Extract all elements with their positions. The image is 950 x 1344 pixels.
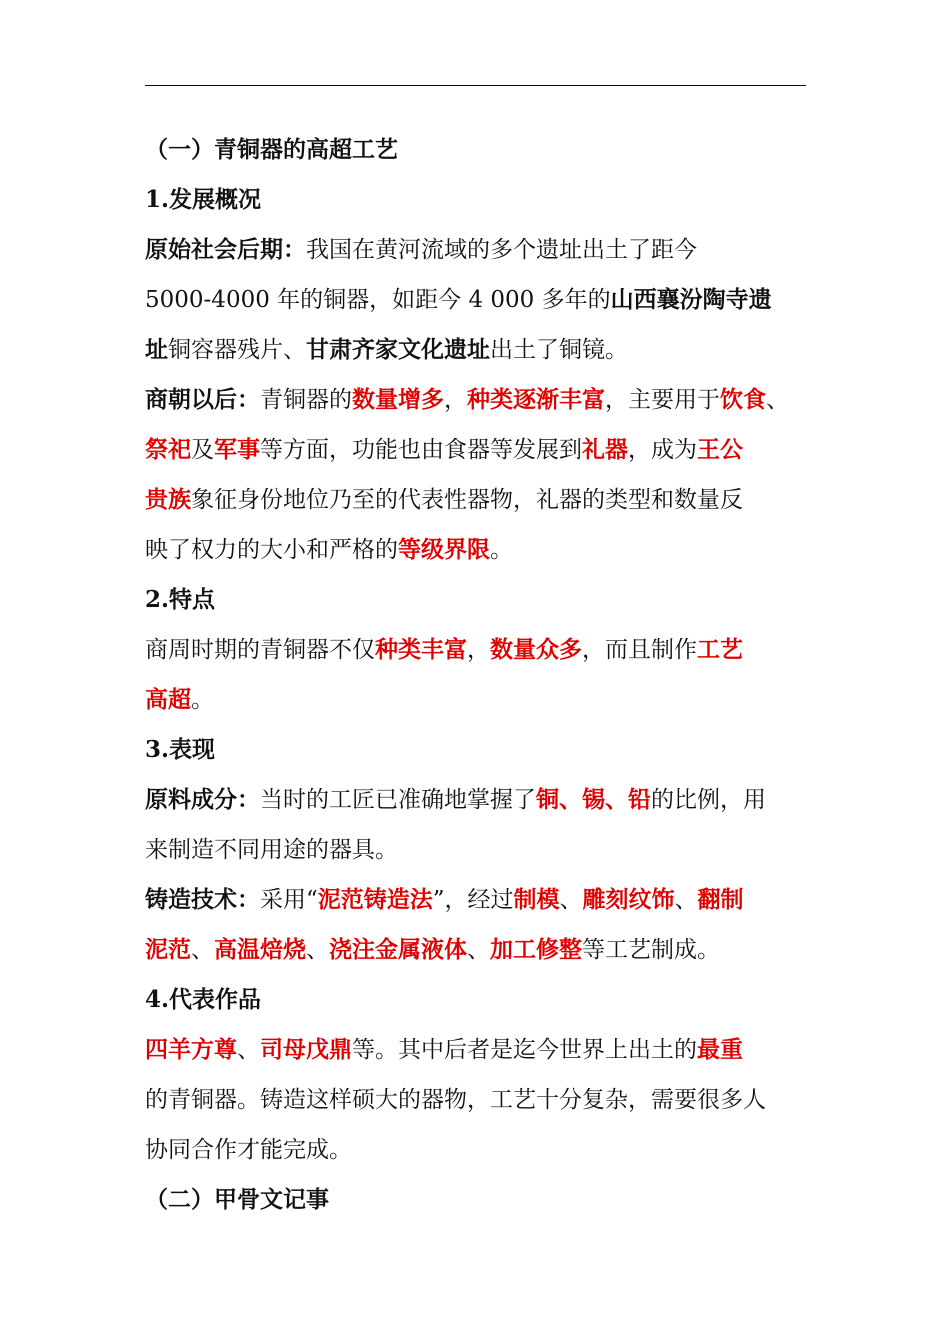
highlight-text: 军事 [214,436,260,463]
bold-text: （一）青铜器的高超工艺 [145,136,398,163]
bold-text: 原料成分： [145,786,260,813]
highlight-text: 四羊方尊 [145,1036,237,1063]
body-text: 采用“ [260,887,318,913]
text-line [145,375,810,425]
highlight-text: 铜、锡、铅 [536,786,651,813]
text-line [145,525,810,575]
body-text: ， [444,387,467,413]
highlight-text: 数量增多 [352,386,444,413]
body-text: 、 [674,887,698,913]
text-line [145,675,810,725]
text-line [145,225,810,275]
bold-text: 4.代表作品 [145,986,262,1013]
highlight-text: 贵族 [145,486,191,513]
text-line [145,1025,810,1075]
body-text: 协同合作才能完成。 [145,1137,352,1163]
bold-text: 2.特点 [145,586,216,613]
highlight-text: 泥范铸造法 [317,886,433,913]
bold-text: 原始社会后期： [145,236,306,263]
body-text: 来制造不同用途的器具。 [145,837,398,863]
document-body [145,125,810,1225]
highlight-text: 加工修整 [490,936,582,963]
highlight-text: 高温焙烧 [214,936,306,963]
body-text: 。 [191,687,214,713]
body-text: 。 [490,537,513,563]
highlight-text: 泥范 [145,936,191,963]
bold-text: 1.发展概况 [145,186,262,213]
text-line [145,325,810,375]
body-text: 等。其中后者是迄今世界上出土的 [352,1037,697,1063]
body-text: 象征身份地位乃至的代表性器物，礼器的类型和数量反 [191,487,743,513]
highlight-text: 种类丰富 [375,636,467,663]
body-text: 我国在黄河流域的多个遗址出土了距今 [306,237,697,263]
bold-text: 甘肃齐家文化遗址 [306,336,490,363]
body-text: 的比例，用 [651,787,766,813]
body-text: 及 [191,437,214,463]
text-line [145,725,810,775]
highlight-text: 最重 [697,1036,743,1063]
body-text: 5000-4000 年的铜器，如距今 4 000 多年的 [145,287,611,313]
body-text: ， [467,637,490,663]
header-rule [145,85,806,86]
highlight-text: 礼器 [582,436,628,463]
body-text: 、 [559,887,583,913]
body-text: 、 [467,937,490,963]
highlight-text: 王公 [697,436,743,463]
bold-text: 山西襄汾陶寺遗 [610,286,772,313]
text-line [145,775,810,825]
body-text: 、 [237,1037,260,1063]
text-line [145,575,810,625]
body-text: 当时的工匠已准确地掌握了 [260,787,536,813]
body-text: 商周时期的青铜器不仅 [145,637,375,663]
body-text: 出土了铜镜。 [490,337,628,363]
text-line [145,475,810,525]
highlight-text: 司母戊鼎 [260,1036,352,1063]
body-text: 等工艺制成。 [582,937,720,963]
text-line [145,175,810,225]
text-line [145,1075,810,1125]
highlight-text: 等级界限 [398,536,490,563]
highlight-text: 祭祀 [145,436,191,463]
body-text: ，成为 [628,437,697,463]
text-line [145,125,810,175]
highlight-text: 翻制 [697,886,744,913]
text-line [145,425,810,475]
text-line [145,275,810,325]
text-line [145,1175,810,1225]
highlight-text: 雕刻纹饰 [582,886,675,913]
text-line [145,925,810,975]
highlight-text: 饮食 [720,386,766,413]
text-line [145,625,810,675]
highlight-text: 种类逐渐丰富 [467,386,605,413]
text-line [145,825,810,875]
body-text: 映了权力的大小和严格的 [145,537,398,563]
body-text: 等方面，功能也由食器等发展到 [260,437,582,463]
bold-text: （二）甲骨文记事 [145,1186,329,1213]
bold-text: 商朝以后： [145,386,260,413]
text-line [145,1125,810,1175]
body-text: 铜容器残片、 [168,337,306,363]
bold-text: 址 [145,336,168,363]
text-line [145,975,810,1025]
highlight-text: 数量众多 [490,636,582,663]
highlight-text: 工艺 [697,636,743,663]
body-text: ，而且制作 [582,637,697,663]
body-text: 的青铜器。铸造这样硕大的器物，工艺十分复杂，需要很多人 [145,1087,766,1113]
highlight-text: 制模 [513,886,560,913]
body-text: ，主要用于 [605,387,720,413]
text-line [145,875,810,925]
body-text: 、 [306,937,329,963]
highlight-text: 高超 [145,686,191,713]
body-text: 青铜器的 [260,387,352,413]
highlight-text: 浇注金属液体 [329,936,467,963]
body-text: 、 [191,937,214,963]
body-text: 、 [766,387,789,413]
bold-text: 铸造技术： [145,886,260,913]
bold-text: 3.表现 [145,736,216,763]
body-text: ”，经过 [432,887,514,913]
